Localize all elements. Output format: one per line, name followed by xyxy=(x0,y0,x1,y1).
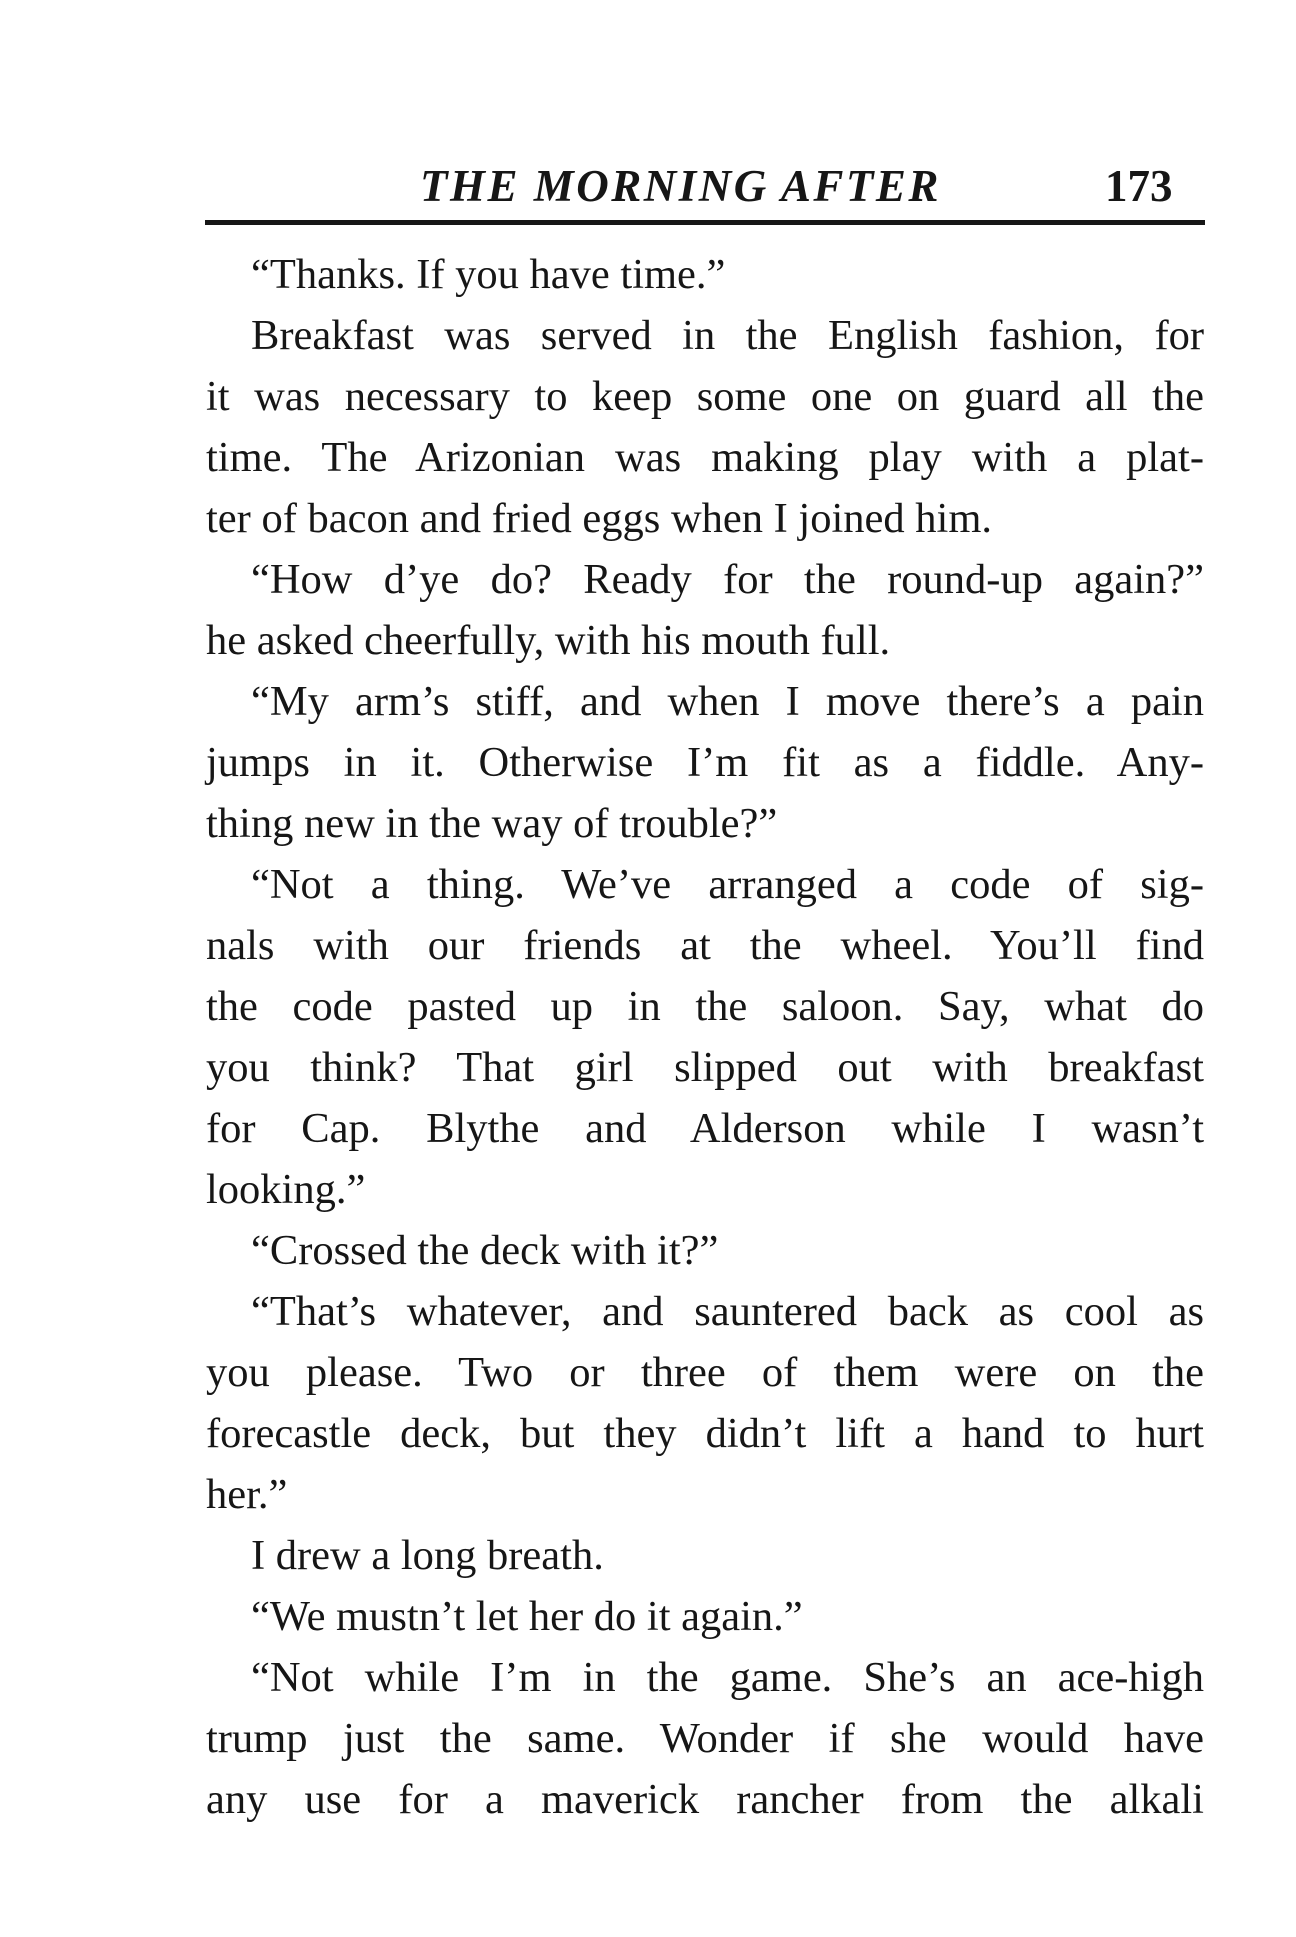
text-line: for Cap. Blythe and Alderson while I wasn’t xyxy=(206,1105,1204,1152)
text-line: “That’s whatever, and sauntered back as cool as xyxy=(251,1288,1204,1335)
text-line: thing new in the way of trouble?” xyxy=(206,800,778,847)
text-line: the code pasted up in the saloon. Say, what do xyxy=(206,983,1204,1030)
page-number: 173 xyxy=(1105,161,1173,211)
text-line: any use for a maverick rancher from the alkali xyxy=(206,1776,1204,1823)
text-line: jumps in it. Otherwise I’m fit as a fiddle. Any- xyxy=(206,739,1204,786)
running-title: THE MORNING AFTER xyxy=(420,161,941,211)
text-line: “My arm’s stiff, and when I move there’s a pain xyxy=(251,678,1204,725)
text-line: her.” xyxy=(206,1471,288,1518)
text-line: you think? That girl slipped out with breakfast xyxy=(206,1044,1204,1091)
text-line: “We mustn’t let her do it again.” xyxy=(251,1593,803,1640)
text-line: “How d’ye do? Ready for the round-up again?” xyxy=(251,556,1204,603)
running-head xyxy=(205,160,1205,216)
text-line: “Thanks. If you have time.” xyxy=(251,251,726,298)
text-line: looking.” xyxy=(206,1166,366,1213)
text-line: I drew a long breath. xyxy=(251,1532,604,1579)
text-line: ter of bacon and fried eggs when I joined him. xyxy=(206,495,993,542)
text-line: you please. Two or three of them were on the xyxy=(206,1349,1204,1396)
header-rule xyxy=(205,220,1205,225)
text-line: nals with our friends at the wheel. You’ll find xyxy=(206,922,1204,969)
text-line: Breakfast was served in the English fashion, for xyxy=(251,312,1204,359)
text-line: trump just the same. Wonder if she would have xyxy=(206,1715,1204,1762)
text-line: he asked cheerfully, with his mouth full. xyxy=(206,617,891,664)
text-line: “Not while I’m in the game. She’s an ace-high xyxy=(251,1654,1204,1701)
text-line: forecastle deck, but they didn’t lift a hand to hurt xyxy=(206,1410,1204,1457)
text-line: “Crossed the deck with it?” xyxy=(251,1227,719,1274)
text-line: it was necessary to keep some one on guard all the xyxy=(206,373,1204,420)
text-line: time. The Arizonian was making play with a plat- xyxy=(206,434,1204,481)
body-text xyxy=(206,244,1204,1830)
text-line: “Not a thing. We’ve arranged a code of sig- xyxy=(251,861,1204,908)
